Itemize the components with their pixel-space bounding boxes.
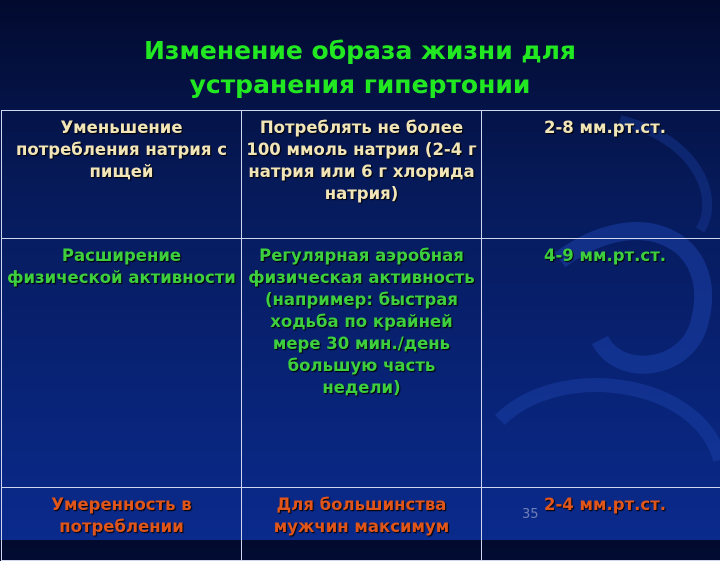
slide-number: 35 [522,507,539,522]
slide-title-line-1: Изменение образа жизни для [0,34,720,68]
effect-cell: 4-9 мм.рт.ст. [482,239,720,488]
table-row [2,111,720,239]
table-row [2,488,720,561]
measure-cell: Расширение физической активности [2,239,242,488]
slide-title [0,34,720,102]
recommendation-cell: Потреблять не более 100 ммоль натрия (2-4 г натрия или 6 г хлорида натрия) [242,111,482,239]
recommendation-cell: Для большинства мужчин максимум [242,488,482,561]
slide-title-line-2: устранения гипертонии [0,68,720,102]
effect-cell: 2-8 мм.рт.ст. [482,111,720,239]
measure-cell: Уменьшение потребления натрия с пищей [2,111,242,239]
effect-cell: 2-4 мм.рт.ст. [482,488,720,561]
lifestyle-table [1,110,720,561]
recommendation-cell: Регулярная аэробная физическая активность (например: быстрая ходьба по крайней мере 30 мин./день большую часть недели) [242,239,482,488]
measure-cell: Умеренность в потреблении [2,488,242,561]
table-row [2,239,720,488]
